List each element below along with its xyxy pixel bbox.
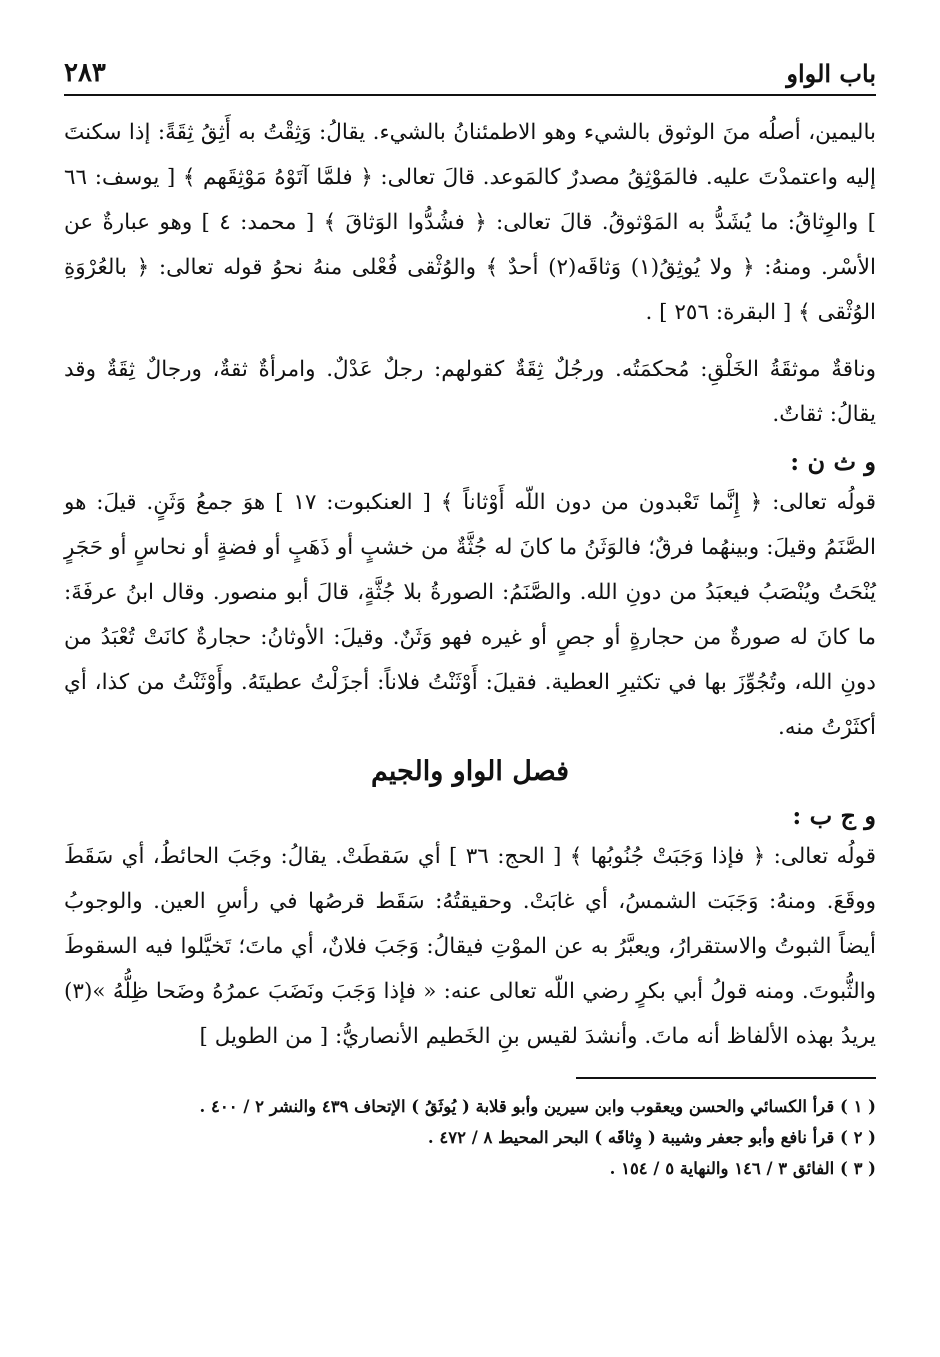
entry-text-wjb: قولُه تعالى: ﴿ فإذا وَجَبَتْ جُنُوبُها ﴾ [ الحج: ٣٦ ] أي سَقطَتْ. يقالُ: وجَبَ الحائطُ، أي سَقَطَ ووقَعَ. ومنهُ: وَجَبَت الشمسُ، أي غابَتْ. وحقيقتُهُ: سَقَط قرصُها في رأسِ العين. والوجوبُ أيضاً الثبوتُ والاستقرارُ، ويعبَّرُ به عن الموْتِ فيقالُ: وَجَبَ فلانٌ، أي ماتَ؛ تَخيَّلوا فيه السقوطَ والثُّبوتَ. ومنه قولُ أبي بكرٍ رضي اللّه تعالى عنه: « فإذا وَجَبَ ونَضَبَ عمرُهُ وضَحا ظِلُّهُ »(٣) يريدُ بهذه الألفاظ أنه ماتَ. وأنشدَ لقيس بنِ الخَطيم الأنصاريُّ: [ من الطويل ] <box>64 844 876 1049</box>
page-number: ٢٨٣ <box>64 58 106 88</box>
paragraph-naqa: وناقةٌ موثقَةُ الخَلْقِ: مُحكمَتُه. ورجُلٌ ثِقَةٌ كقولهم: رجلٌ عَدْلٌ. وامرأةٌ ثقةٌ، ورجالٌ ثِقَةٌ وقد يقالُ: ثقاتٌ. <box>64 357 876 427</box>
page-header <box>64 40 876 88</box>
entry-heading-wjb: و ج ب : <box>792 801 876 830</box>
entry-text-wthn: قولُه تعالى: ﴿ إِنَّما تَعْبدون من دون اللّه أَوْثاناً ﴾ [ العنكبوت: ١٧ ] هوَ جمعُ وَثَنٍ. قيلَ: هو الصَّنَمُ وقيلَ: وبينهُما فرقٌ؛ فالوَثَنُ ما كانَ له جُثَّةٌ من خشبٍ أو ذَهَبٍ أو فضةٍ أو نحاسٍ أو حَجَرٍ يُنْحَتُ ويُنْصَبُ فيعبَدُ من دونِ الله. والصَّنَمُ: الصورةُ بلا جُثَّةٍ، قالَ أبو منصور. وقال ابنُ عرفَةَ: ما كانَ له صورةٌ من حجارةٍ أو جصٍ أو غيره فهو وَثَنٌ. وقيلَ: الأوثانُ: حجارةٌ كانَتْ تُعْبَدُ من دونِ الله، وتُجُوِّزَ بها في تكثيرِ العطية. فقيلَ: أَوْثَنْتُ فلاناً: أجزَلْتُ عطيتَهُ. وأَوْثَنْتُ من كذا، أي أكثَرْتُ منه. <box>64 490 876 740</box>
chapter-title: فصل الواو والجيم <box>370 756 570 787</box>
footnote-item: ( ٢ ) قرأ نافع وأبو جعفر وشيبة ( وِثاقَه ) البحر المحيط ٨ / ٤٧٢ . <box>427 1128 876 1147</box>
footnote-item: ( ١ ) قرأ الكسائي والحسن ويعقوب وابن سيرين وأبو قلابة ( يُوثَقُ ) الإتحاف ٤٣٩ والنشر ٢ / ٤٠٠ . <box>199 1097 876 1116</box>
paragraph-wthq: باليمين، أصلُه منَ الوثوق بالشيء وهو الاطمئنانُ بالشيء. يقالُ: وَثِقْتُ به أَثِقُ ثِقَةً: إذا سكنتَ إليه واعتمدْتَ عليه. فالمَوْثِقُ مصدرٌ كالمَوعد. قالَ تعالى: ﴿ فلمَّا آتَوْهُ مَوْثِقَهم ﴾ [ يوسف: ٦٦ ] والوِثاقُ: ما يُشَدُّ به المَوْثوقُ. قالَ تعالى: ﴿ فشُدُّوا الوَثاقَ ﴾ [ محمد: ٤ ] وهو عبارةٌ عن الأسْر. ومنهُ: ﴿ ولا يُوثِقُ(١) وَثاقَه(٢) أحدٌ ﴾ والوُثْقى فُعْلى منهُ نحوُ قوله تعالى: ﴿ بالعُرْوَةِ الوُثْقى ﴾ [ البقرة: ٢٥٦ ] . <box>64 120 876 325</box>
header-rule <box>64 94 876 96</box>
footnote-rule <box>576 1077 876 1079</box>
entry-heading-wthn: و ث ن : <box>790 447 876 476</box>
footnote-item: ( ٣ ) الفائق ٣ / ١٤٦ والنهاية ٥ / ١٥٤ . <box>609 1159 876 1178</box>
footnotes <box>64 1091 876 1184</box>
running-title: باب الواو <box>786 59 876 88</box>
